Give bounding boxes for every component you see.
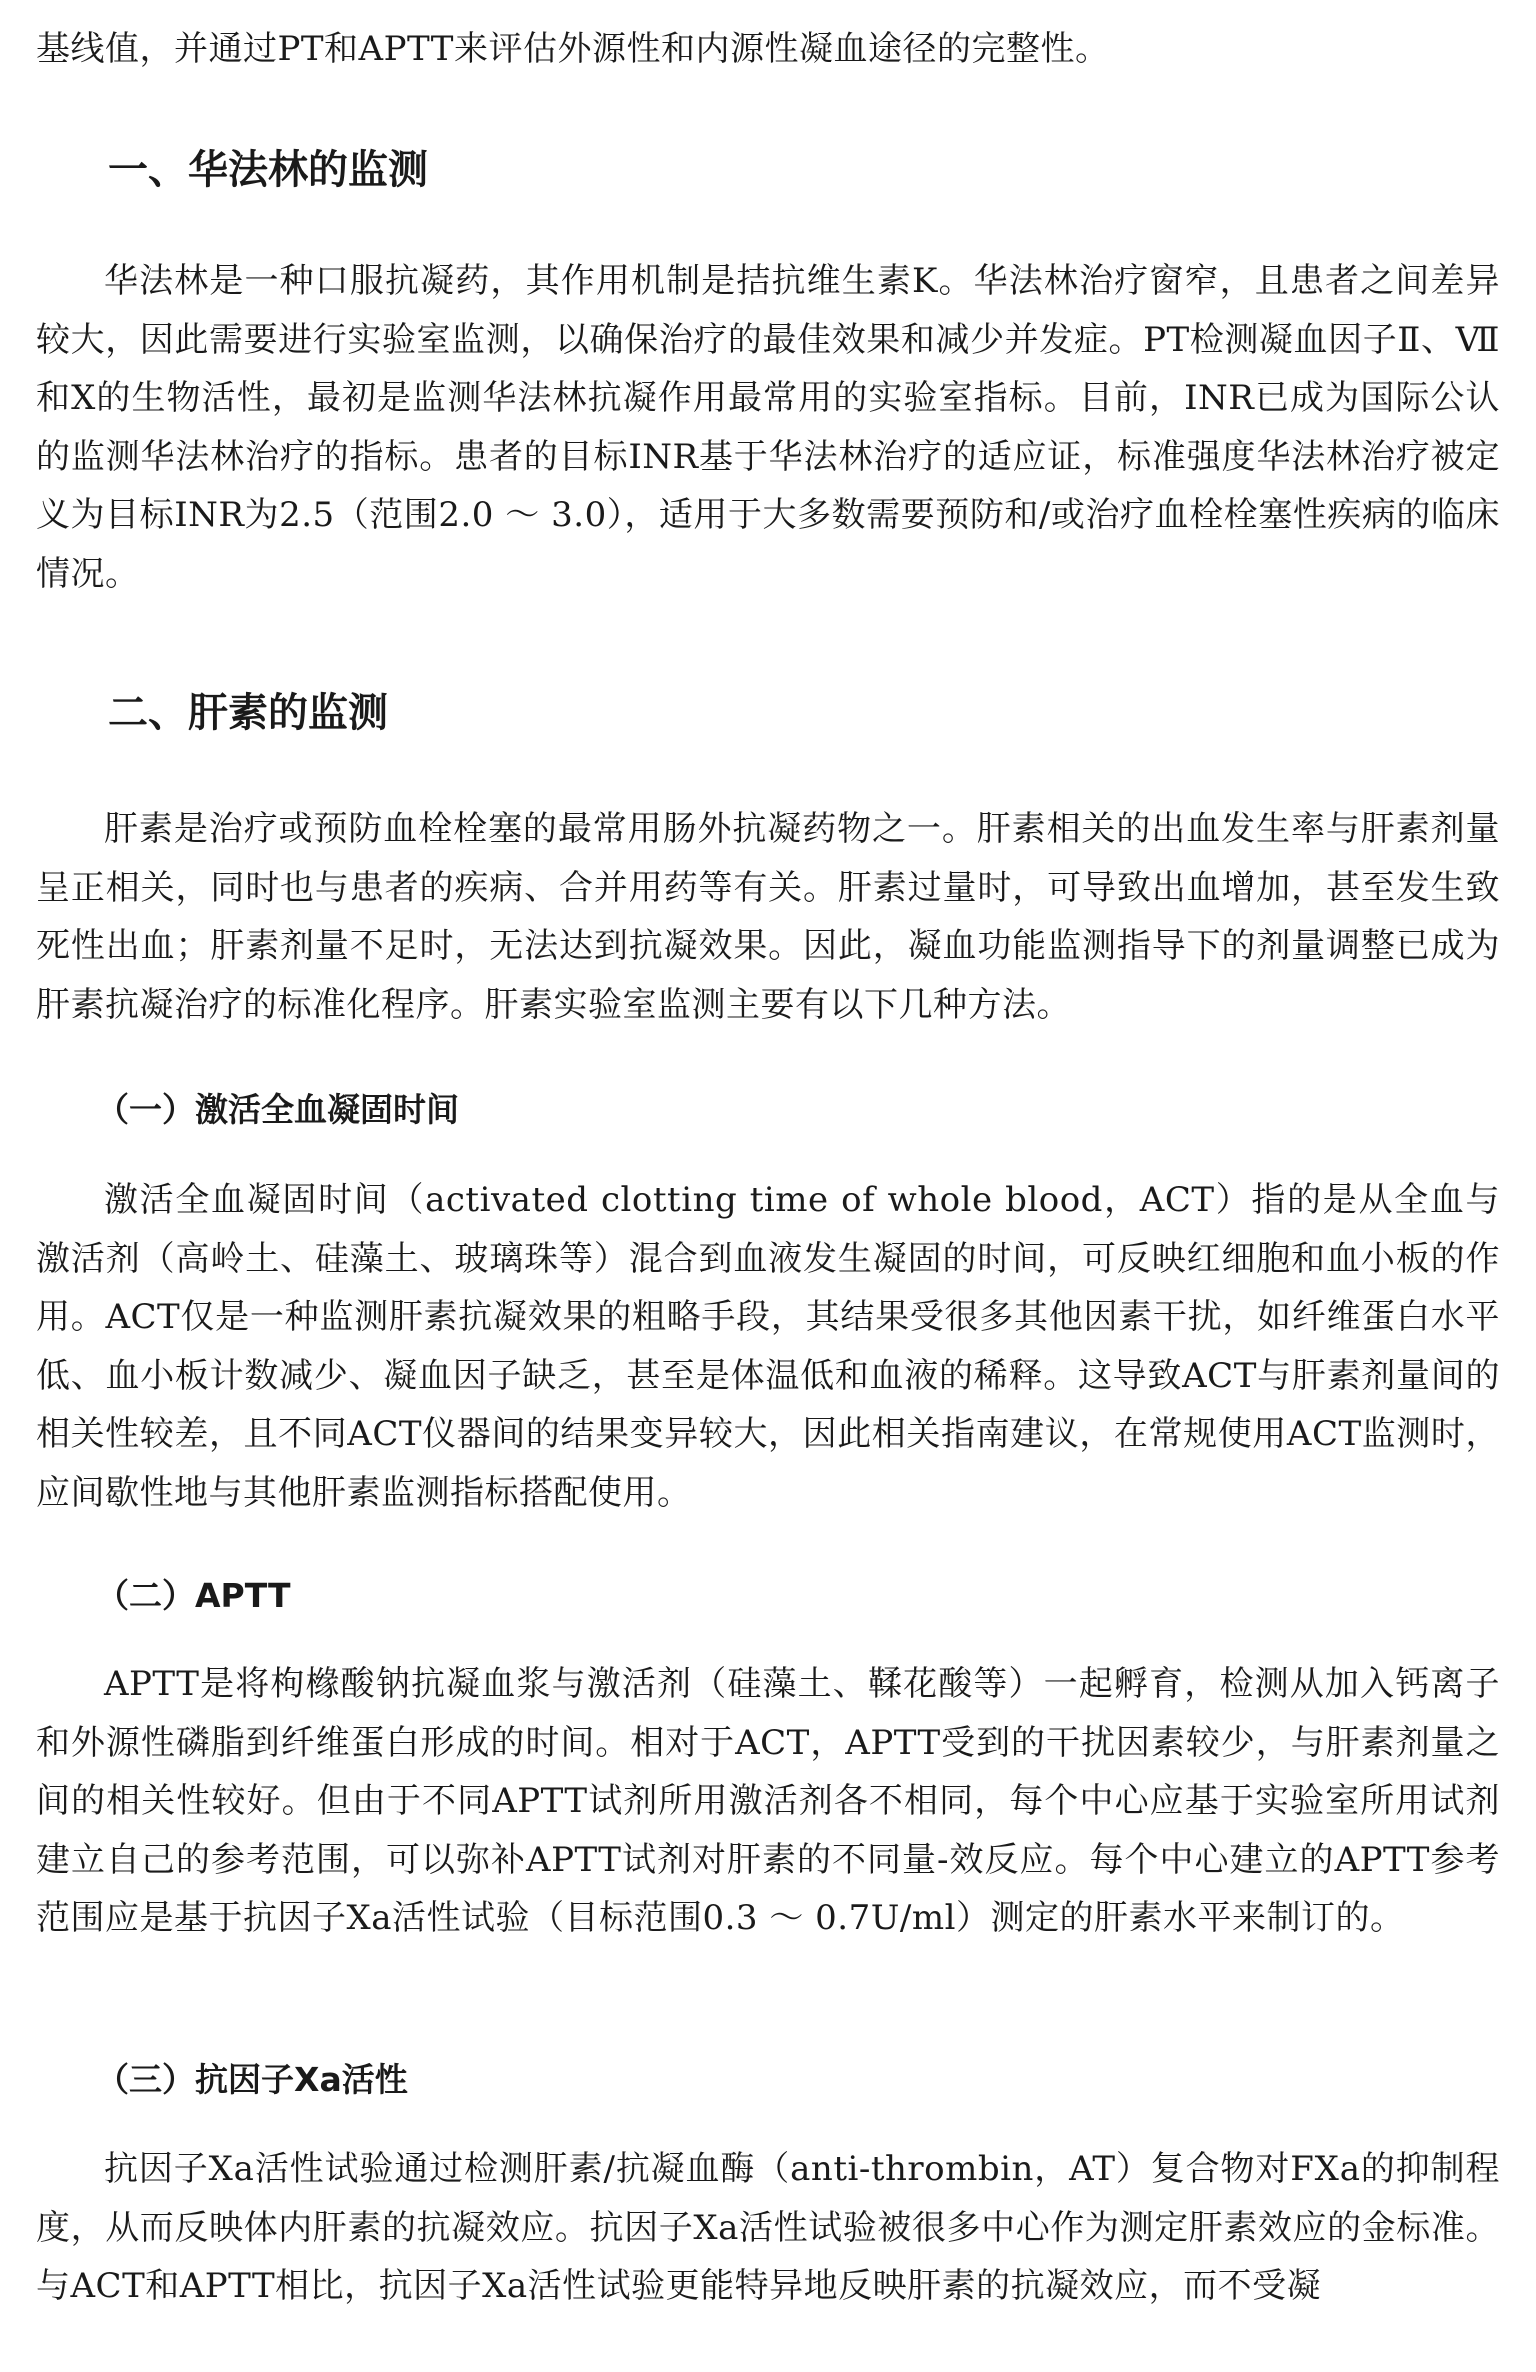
warfarin-paragraph: 华法林是一种口服抗凝药，其作用机制是拮抗维生素K。华法林治疗窗窄，且患者之间差异较大，因此需要进行实验室监测，以确保治疗的最佳效果和减少并发症。PT检测凝血因子Ⅱ、Ⅶ和Ⅹ的生物活性，最初是监测华法林抗凝作用最常用的实验室指标。目前，INR已成为国际公认的监测华法林治疗的指标。患者的目标INR基于华法林治疗的适应证，标准强度华法林治疗被定义为目标INR为2.5（范围2.0 ～ 3.0），适用于大多数需要预防和/或治疗血栓栓塞性疾病的临床情况。 <box>36 261 1500 594</box>
aptt-paragraph: APTT是将枸橼酸钠抗凝血浆与激活剂（硅藻土、鞣花酸等）一起孵育，检测从加入钙离子和外源性磷脂到纤维蛋白形成的时间。相对于ACT，APTT受到的干扰因素较少，与肝素剂量之间的相关性较好。但由于不同APTT试剂所用激活剂各不相同，每个中心应基于实验室所用试剂建立自己的参考范围，可以弥补APTT试剂对肝素的不同量-效反应。每个中心建立的APTT参考范围应是基于抗因子Ⅹa活性试验（目标范围0.3 ～ 0.7U/ml）测定的肝素水平来制订的。 <box>36 1664 1500 1939</box>
subheading-act: （一）激活全血凝固时间 <box>96 1090 459 1129</box>
subheading-aptt: （二）APTT <box>96 1576 291 1615</box>
section-heading-heparin: 二、肝素的监测 <box>108 690 388 736</box>
anti-xa-paragraph: 抗因子Ⅹa活性试验通过检测肝素/抗凝血酶（anti-thrombin，AT）复合物对FⅩa的抑制程度，从而反映体内肝素的抗凝效应。抗因子Ⅹa活性试验被很多中心作为测定肝素效应的金标准。与ACT和APTT相比，抗因子Ⅹa活性试验更能特异地反映肝素的抗凝效应，而不受凝 <box>36 2149 1500 2307</box>
subheading-anti-xa: （三）抗因子Xa活性 <box>96 2060 408 2099</box>
section-heading-warfarin: 一、华法林的监测 <box>108 147 428 193</box>
act-paragraph: 激活全血凝固时间（activated clotting time of whole blood，ACT）指的是从全血与激活剂（高岭土、硅藻土、玻璃珠等）混合到血液发生凝固的时间，可反映红细胞和血小板的作用。ACT仅是一种监测肝素抗凝效果的粗略手段，其结果受很多其他因素干扰，如纤维蛋白水平低、血小板计数减少、凝血因子缺乏，甚至是体温低和血液的稀释。这导致ACT与肝素剂量间的相关性较差，且不同ACT仪器间的结果变异较大，因此相关指南建议，在常规使用ACT监测时，应间歇性地与其他肝素监测指标搭配使用。 <box>36 1180 1500 1513</box>
heparin-paragraph: 肝素是治疗或预防血栓栓塞的最常用肠外抗凝药物之一。肝素相关的出血发生率与肝素剂量呈正相关，同时也与患者的疾病、合并用药等有关。肝素过量时，可导致出血增加，甚至发生致死性出血；肝素剂量不足时，无法达到抗凝效果。因此，凝血功能监测指导下的剂量调整已成为肝素抗凝治疗的标准化程序。肝素实验室监测主要有以下几种方法。 <box>36 809 1500 1025</box>
intro-paragraph: 基线值，并通过PT和APTT来评估外源性和内源性凝血途径的完整性。 <box>36 29 1110 69</box>
